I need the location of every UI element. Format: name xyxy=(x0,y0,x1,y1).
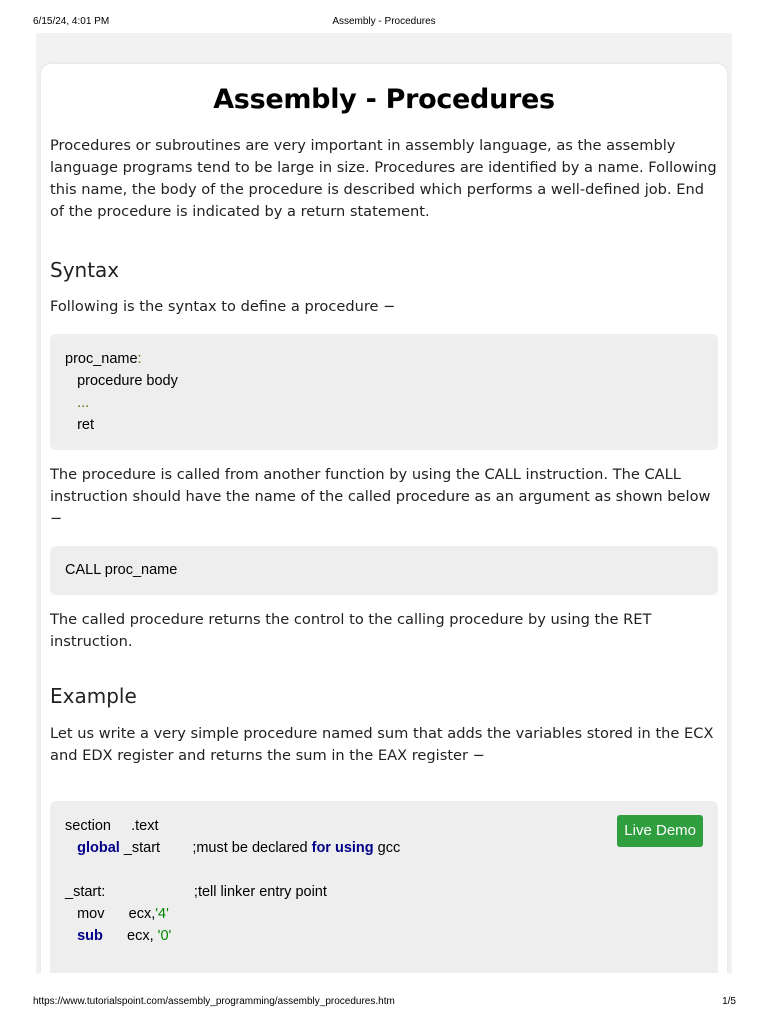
code-line-blank xyxy=(65,859,703,881)
print-footer xyxy=(0,996,768,1010)
page-title: Assembly - Procedures xyxy=(213,84,555,115)
code-line: ... xyxy=(65,395,90,411)
ret-paragraph: The called procedure returns the control to the calling procedure by using the RET instruction. xyxy=(50,611,652,650)
syntax-intro: Following is the syntax to define a procedure − xyxy=(50,298,396,315)
code-line: sub ecx, '0' xyxy=(77,928,172,944)
article-card xyxy=(41,64,727,973)
call-paragraph: The procedure is called from another function by using the CALL instruction. The CALL instruction should have the name of the called procedure as an argument as shown below − xyxy=(50,466,711,527)
code-line: procedure body xyxy=(65,373,178,389)
example-intro: Let us write a very simple procedure named sum that adds the variables stored in the ECX and EDX register and returns the sum in the EAX register − xyxy=(50,725,714,764)
print-url: https://www.tutorialspoint.com/assembly_programming/assembly_procedures.htm xyxy=(33,996,395,1007)
page-background xyxy=(36,33,732,973)
intro-paragraph: Procedures or subroutines are very important in assembly language, as the assembly language programs tend to be large in size. Procedures are identified by a name. Following this name, the body of the procedure is described which performs a well-defined job. End of the procedure is indicated by a return statement. xyxy=(50,137,717,220)
code-line: _start: ;tell linker entry point xyxy=(65,884,327,900)
call-code-block xyxy=(50,546,718,595)
code-line: section .text xyxy=(65,818,159,834)
example-code-block xyxy=(50,801,718,973)
example-heading: Example xyxy=(50,684,137,708)
code-line: global _start ;must be declared for using gcc xyxy=(77,840,401,856)
print-page-number: 1/5 xyxy=(722,996,736,1007)
print-header xyxy=(0,16,768,30)
syntax-heading: Syntax xyxy=(50,258,120,282)
code-line: proc_name: xyxy=(65,351,142,367)
print-doc-title: Assembly - Procedures xyxy=(332,16,436,27)
code-line: ret xyxy=(65,417,95,433)
syntax-code-block xyxy=(50,334,718,450)
code-line: mov ecx,'4' xyxy=(65,906,169,922)
live-demo-button[interactable]: Live Demo xyxy=(617,815,703,847)
print-datetime: 6/15/24, 4:01 PM xyxy=(33,16,110,27)
code-line: CALL proc_name xyxy=(65,562,178,578)
